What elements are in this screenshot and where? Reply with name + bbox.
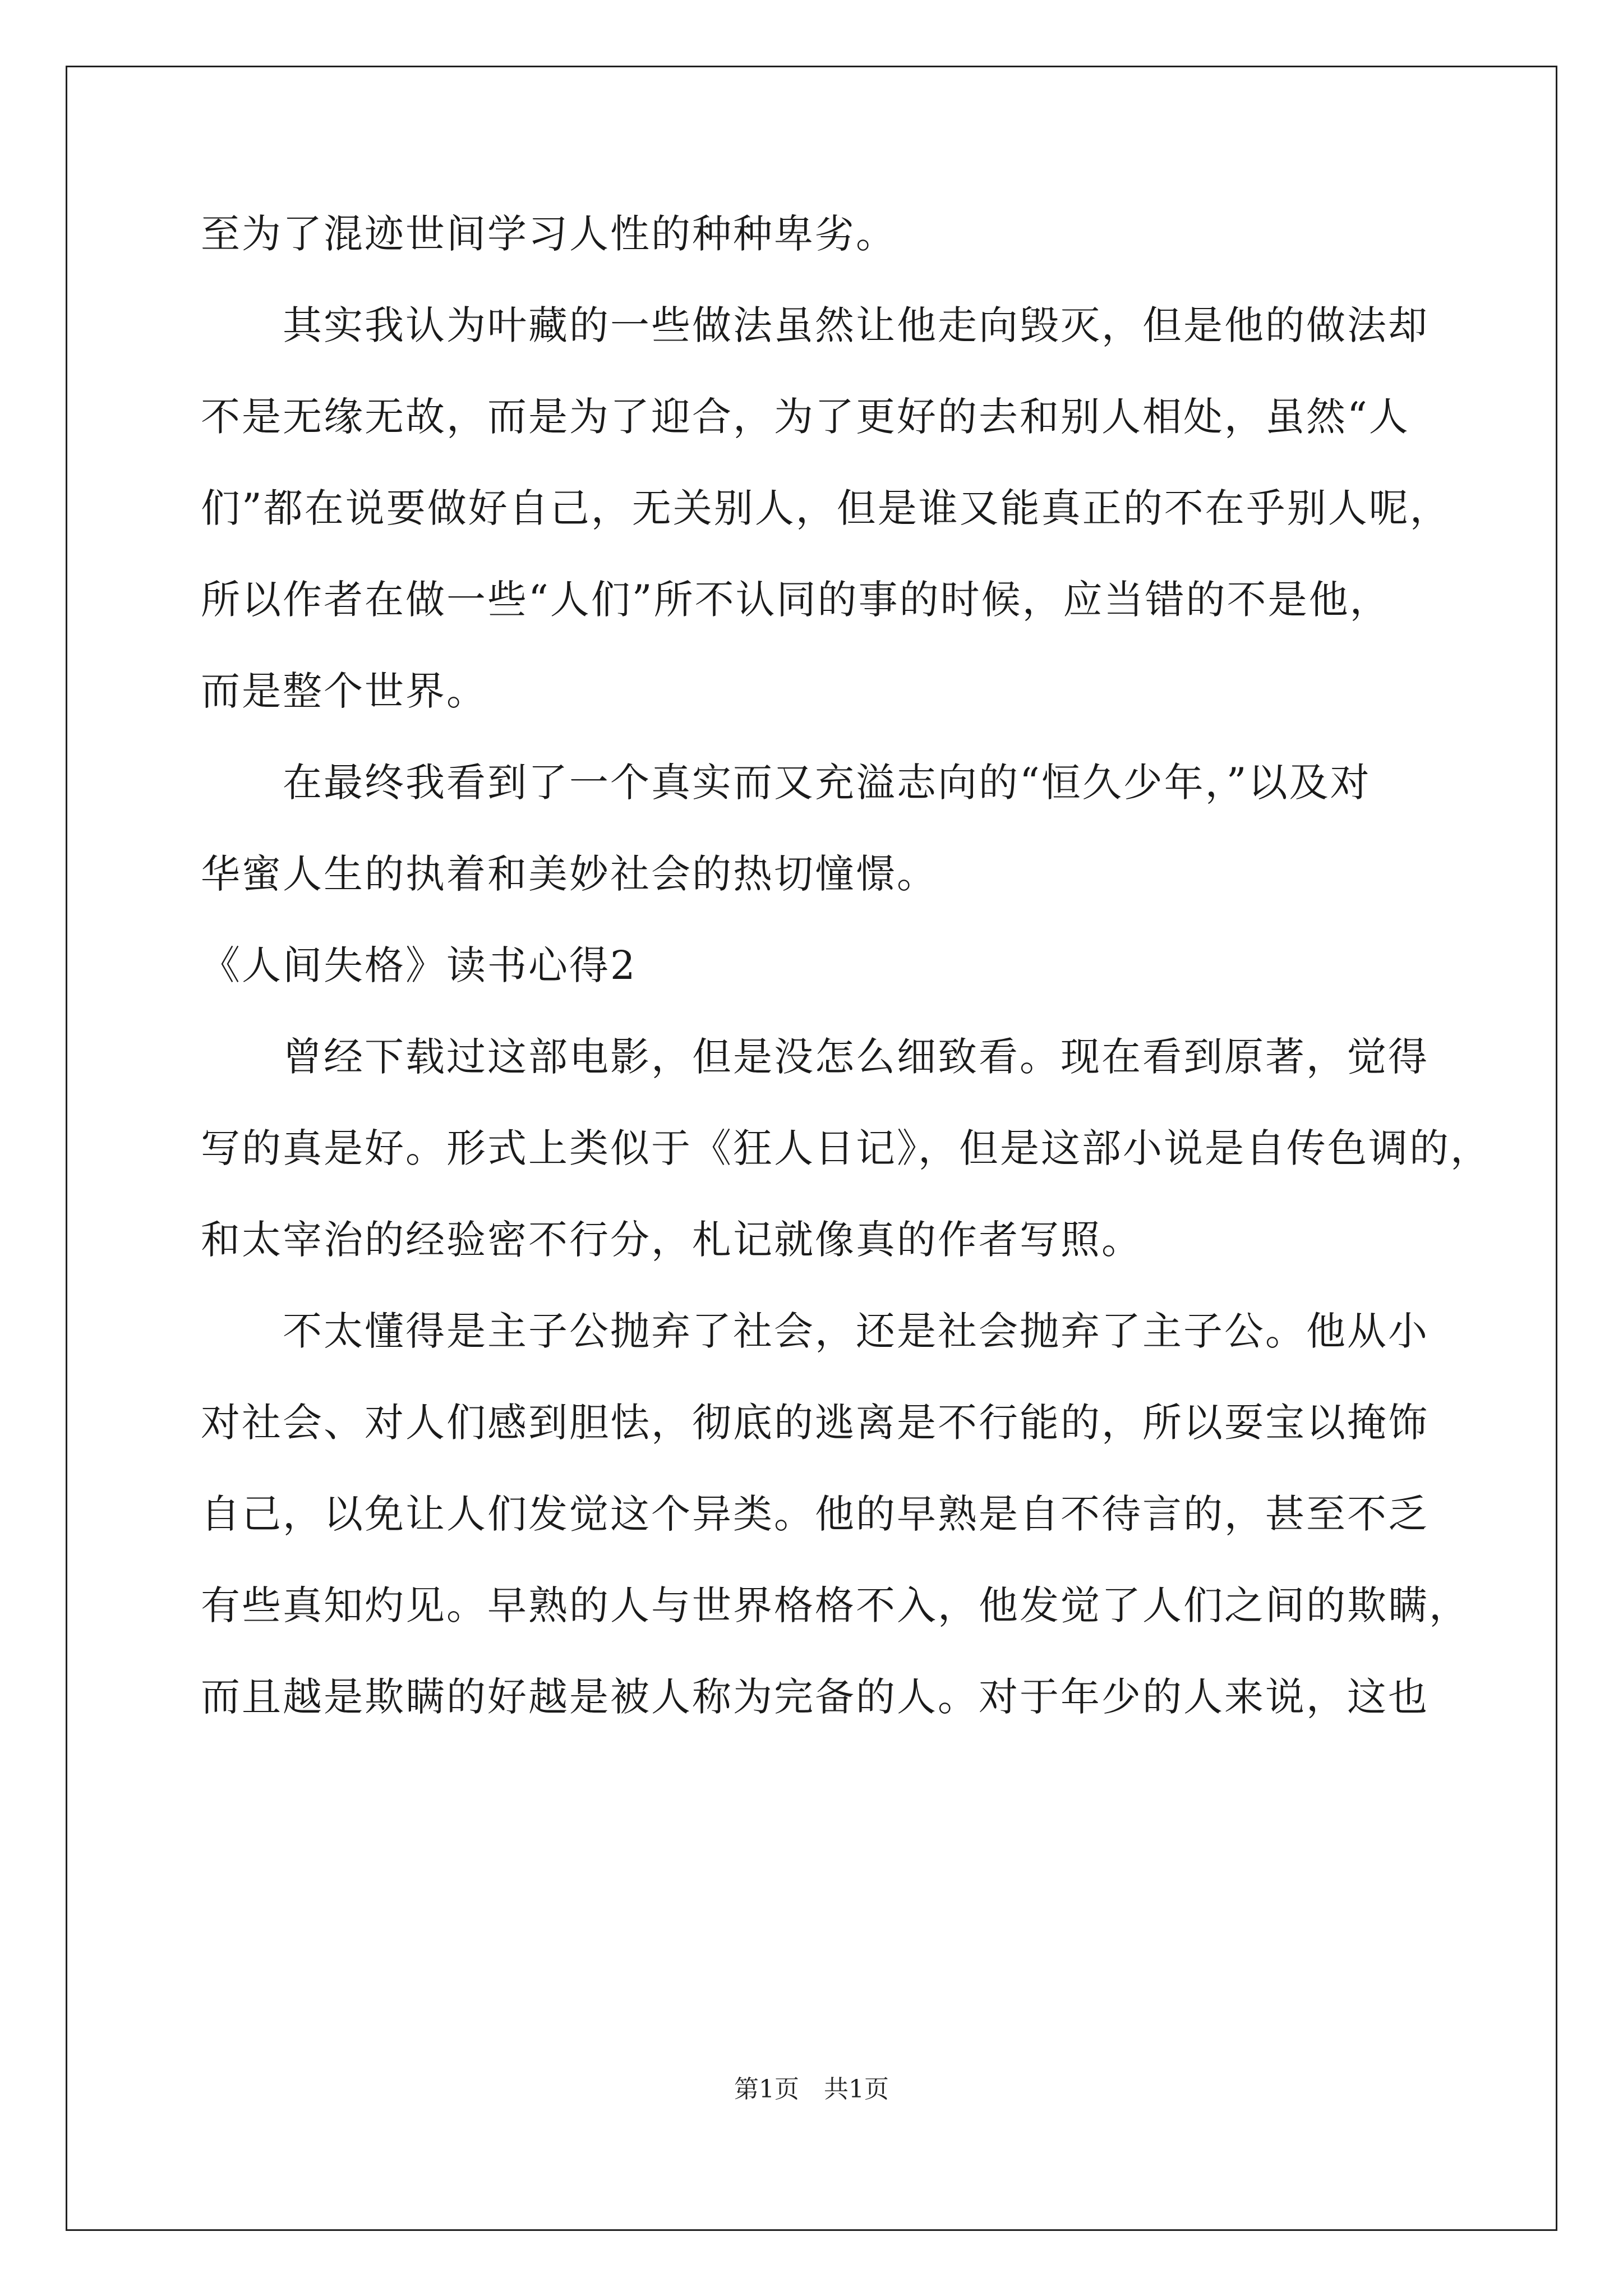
text-line: 其实我认为叶藏的一些做法虽然让他走向毁灭，但是他的做法却 xyxy=(201,302,1429,348)
section-heading: 《人间失格》读书心得2 xyxy=(201,942,637,988)
text-line: 写的真是好。形式上类似于《狂人日记》，但是这部小说是自传色调的， xyxy=(201,1125,1491,1171)
text-line: 们”都在说要做好自己，无关别人，但是谁又能真正的不在乎别人呢， xyxy=(201,485,1451,531)
text-line: 而且越是欺瞒的好越是被人称为完备的人。对于年少的人来说，这也 xyxy=(201,1674,1429,1720)
text-line: 不太懂得是主子公抛弃了社会，还是社会抛弃了主子公。他从小 xyxy=(201,1308,1429,1354)
text-line: 有些真知灼见。早熟的人与世界格格不入，他发觉了人们之间的欺瞒， xyxy=(201,1582,1470,1628)
text-line: 不是无缘无故，而是为了迎合，为了更好的去和别人相处，虽然“人 xyxy=(201,394,1410,440)
text-line: 华蜜人生的执着和美妙社会的热切憧憬。 xyxy=(201,851,938,897)
text-line: 至为了混迹世间学习人性的种种卑劣。 xyxy=(201,211,897,257)
text-line: 曾经下载过这部电影，但是没怎么细致看。现在看到原著，觉得 xyxy=(201,1034,1429,1080)
text-line: 在最终我看到了一个真实而又充溢志向的“恒久少年，”以及对 xyxy=(201,760,1371,806)
text-line: 对社会、对人们感到胆怯，彻底的逃离是不行能的，所以耍宝以掩饰 xyxy=(201,1400,1429,1446)
text-line: 所以作者在做一些“人们”所不认同的事的时候，应当错的不是他， xyxy=(201,577,1391,623)
text-line: 自己，以免让人们发觉这个异类。他的早熟是自不待言的，甚至不乏 xyxy=(201,1491,1429,1537)
page-footer: 第1页 共1页 xyxy=(734,2075,889,2104)
text-line: 而是整个世界。 xyxy=(201,668,487,714)
text-line: 和太宰治的经验密不行分，札记就像真的作者写照。 xyxy=(201,1217,1142,1263)
